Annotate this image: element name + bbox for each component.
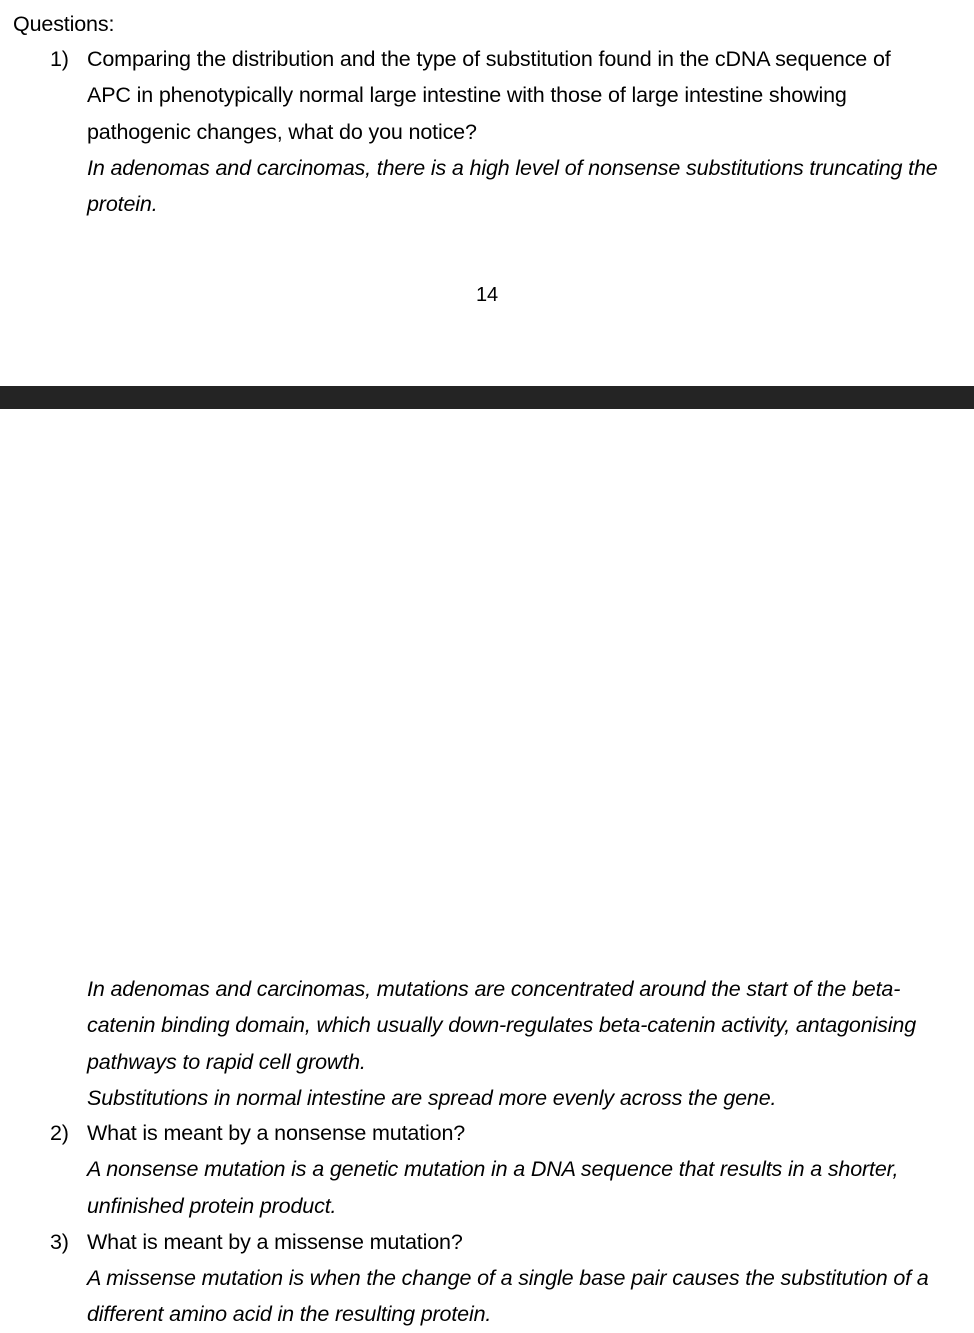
question-text: What is meant by a missense mutation? <box>87 1229 463 1254</box>
page-number: 14 <box>475 284 499 306</box>
slide-divider <box>0 386 974 409</box>
questions-list-top <box>0 41 974 222</box>
page-title: Questions: <box>13 12 115 36</box>
list-item <box>0 1115 974 1224</box>
list-marker: 1) <box>50 47 69 71</box>
answer-text: In adenomas and carcinomas, there is a high level of nonsense substitutions truncating the protein. <box>87 155 938 217</box>
list-item <box>0 41 974 222</box>
question-text: What is meant by a nonsense mutation? <box>87 1121 466 1145</box>
answer-text-normal-intestine: Substitutions in normal intestine are spread more evenly across the gene. <box>87 1086 777 1110</box>
list-marker: 2) <box>50 1121 69 1145</box>
answer-text: A nonsense mutation is a genetic mutation in a DNA sequence that results in a shorter, unfinished protein product. <box>87 1157 899 1218</box>
answer-text: A missense mutation is when the change of a single base pair causes the substitution of a different amino acid in the resulting protein. <box>87 1266 929 1327</box>
answer-text-continuation: In adenomas and carcinomas, mutations are concentrated around the start of the beta-catenin binding domain, which usually down-regulates beta-catenin activity, antagonising pathways to rapid cell growth. <box>87 977 916 1074</box>
list-marker: 3) <box>50 1229 69 1254</box>
slide-top <box>0 0 974 386</box>
list-item <box>0 1224 974 1333</box>
question-text: Comparing the distribution and the type of substitution found in the cDNA sequence of APC in phenotypically normal large intestine with those of large intestine showing pathogenic changes, what do you notice? <box>87 47 891 144</box>
slide-bottom <box>0 409 974 1327</box>
questions-list-bottom <box>0 1115 974 1333</box>
